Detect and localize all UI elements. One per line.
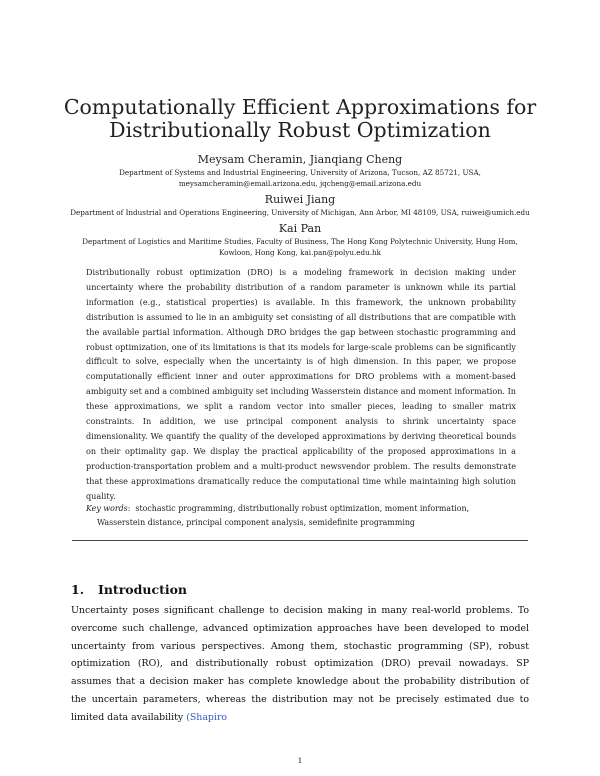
paper-title-line-1: Computationally Efficient Approximations for: [63, 95, 537, 119]
introduction-paragraph: [71, 602, 529, 727]
paper-title-line-2: Distributionally Robust Optimization: [109, 118, 491, 142]
author-names-1: Meysam Cheramin, Jianqiang Cheng: [197, 153, 403, 166]
keywords-label: Key words: [86, 504, 128, 513]
author-affiliation-1: Department of Systems and Industrial Engineering, University of Arizona, Tucson, AZ 85721, USA,: [119, 168, 481, 177]
introduction-text: Uncertainty poses significant challenge to decision making in many real-world problems. To overcome such challenge, advanced optimization approaches have been developed to model uncertainty from various perspectives. Among them, stochastic programming (SP), robust optimization (RO), and distributionally robust optimization (DRO) prevail nowadays. SP assumes that a decision maker has complete knowledge about the probability distribution of the uncertain parameters, whereas the distribution may not be precisely estimated due to limited data availability: [71, 605, 529, 723]
author-affiliation-2: Department of Industrial and Operations Engineering, University of Michigan, Ann Arbor, MI 48109, USA, ruiwei@umich.edu: [70, 208, 530, 217]
abstract: [86, 265, 516, 504]
keywords-text-1: stochastic programming, distributionally robust optimization, moment information,: [135, 504, 470, 513]
section-heading: [71, 582, 187, 597]
author-affiliation-3: Department of Logistics and Maritime Studies, Faculty of Business, The Hong Kong Polytechnic University, Hung Hom,: [82, 237, 518, 246]
section-title: Introduction: [98, 582, 188, 597]
section-divider: [72, 540, 528, 541]
introduction-body: [71, 602, 529, 727]
keywords-line-1: [86, 502, 526, 516]
page-number: 1: [297, 756, 303, 765]
keywords-colon: :: [127, 504, 136, 513]
abstract-text: Distributionally robust optimization (DRO) is a modeling framework in decision making under uncertainty where the probability distribution of a random parameter is unknown while its partial information (e.g., statistical properties) is available. In this framework, the unknown probability distribution is assumed to lie in an ambiguity set consisting of all distributions that are compatible with the available partial information. Although DRO bridges the gap between stochastic programming and robust optimization, one of its limitations is that its models for large-scale problems can be significantly difficult to solve, especially when the uncertainty is of high dimension. In this paper, we propose computationally efficient inner and outer approximations for DRO problems with a moment-based ambiguity set and a combined ambiguity set including Wasserstein distance and moment information. In these approximations, we split a random vector into smaller pieces, leading to smaller matrix constraints. In addition, we use principal component analysis to shrink uncertainty space dimensionality. We quantify the quality of the developed approximations by deriving theoretical bounds on their optimality gap. We display the practical applicability of the proposed approximations in a production-transportation problem and a multi-product newsvendor problem. The results demonstrate that these approximations dramatically reduce the computational time while maintaining high solution quality.: [86, 267, 516, 501]
author-names-2: Ruiwei Jiang: [264, 193, 336, 206]
author-affiliation-3b: Kowloon, Hong Kong, kai.pan@polyu.edu.hk: [218, 248, 382, 257]
keywords-line-2: Wasserstein distance, principal component analysis, semidefinite programming: [97, 518, 415, 527]
section-number: 1.: [71, 582, 85, 597]
author-email-1: meysamcheramin@email.arizona.edu, jqcheng@email.arizona.edu: [178, 179, 422, 188]
citation-link[interactable]: (Shapiro: [186, 711, 228, 723]
author-names-3: Kai Pan: [278, 222, 322, 235]
